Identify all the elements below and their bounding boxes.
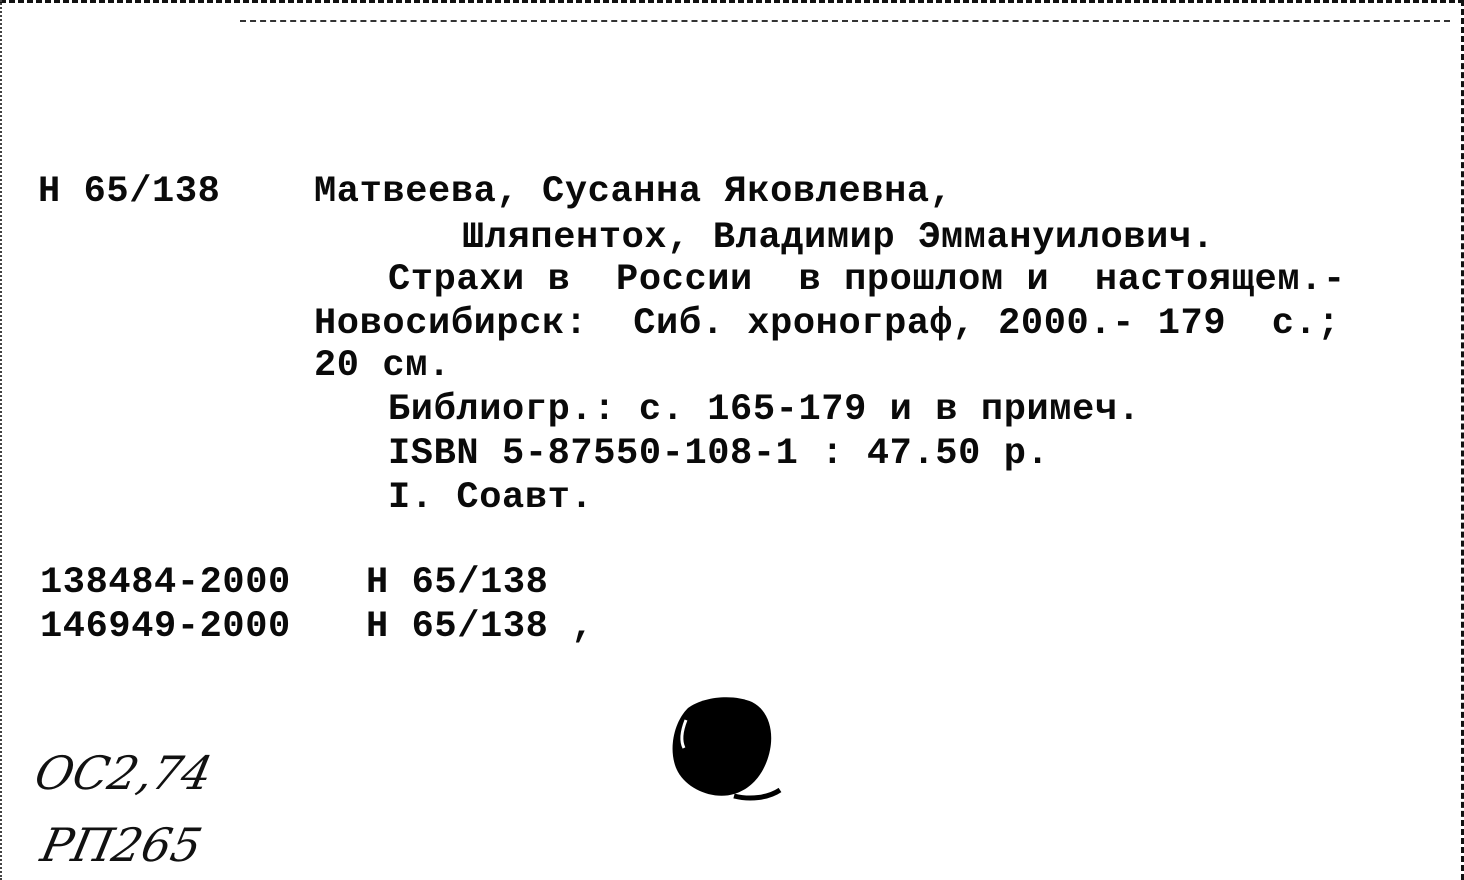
holding-shelf-2: Н 65/138 , [366,606,595,648]
title-line-2: Новосибирск: Сиб. хронограф, 2000.- 179 с.; [314,303,1341,345]
isbn-line: ISBN 5-87550-108-1 : 47.50 р. [388,433,1050,475]
card-top-rule [240,20,1450,26]
punch-hole-icon [664,690,788,808]
coauthor-line: Шляпентох, Владимир Эммануилович. [462,217,1215,259]
card-left-edge [0,0,4,880]
title-line-3: 20 см. [314,345,451,387]
holding-shelf-1: Н 65/138 [366,562,549,604]
card-top-edge [0,0,1464,6]
holding-inventory-2: 146949-2000 [40,606,291,648]
shelf-mark: Н 65/138 [38,171,221,213]
title-line-1: Страхи в России в прошлом и настоящем.- [388,259,1346,301]
coauthor-note: I. Соавт. [388,477,594,519]
holding-inventory-1: 138484-2000 [40,562,291,604]
handwritten-code-2: РП265 [36,818,207,872]
bibliography-note: Библиогр.: с. 165-179 и в примеч. [388,389,1141,431]
card-right-edge [1458,0,1464,880]
handwritten-code-1: ОС2,74 [30,746,218,800]
author-line: Матвеева, Сусанна Яковлевна, [314,171,953,213]
